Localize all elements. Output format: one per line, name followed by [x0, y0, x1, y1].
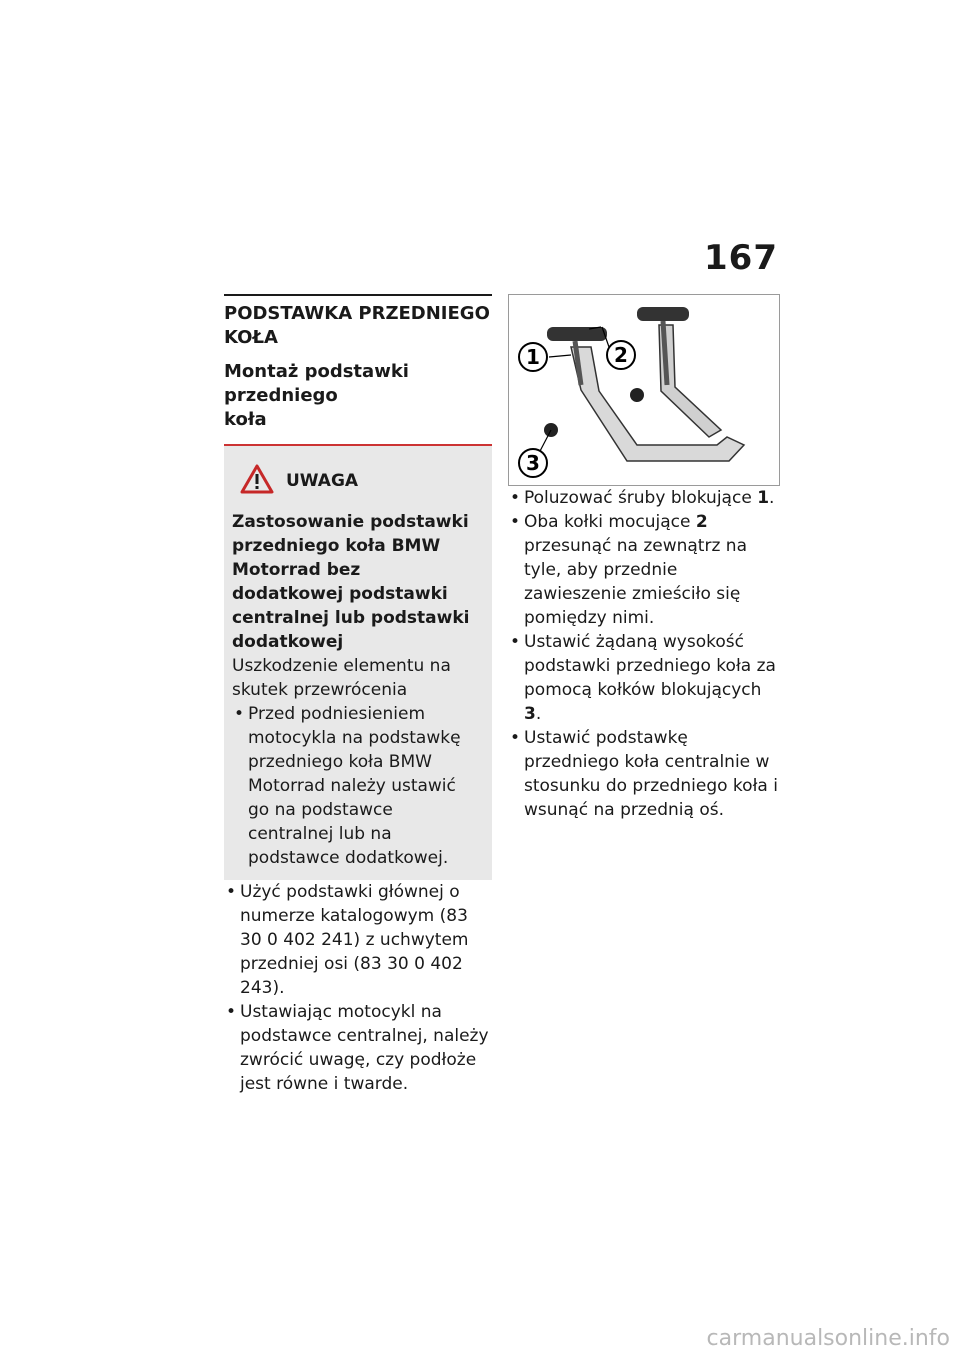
- warning-header: [232, 464, 476, 498]
- warning-label: UWAGA: [286, 471, 359, 491]
- subtitle-line1: Montaż podstawki przedniego: [224, 361, 409, 406]
- list-item: • Ustawić żądaną wysokość podstawki przedniego koła za pomocą kołków blokujących 3.: [508, 630, 780, 726]
- right-column: [508, 294, 780, 822]
- warning-triangle-icon: [240, 464, 274, 498]
- list-item: • Użyć podstawki głównej o numerze katalogowym (83 30 0 402 241) z uchwytem przedniej osi (83 30 0 402 243).: [224, 880, 492, 1000]
- subtitle-line2: koła: [224, 409, 267, 430]
- left-column: [224, 294, 492, 1096]
- front-stand-illustration: [509, 295, 779, 485]
- warning-description: Uszkodzenie elementu na skutek przewrócenia: [232, 656, 451, 700]
- ref-number: 2: [695, 512, 708, 532]
- warning-title: Zastosowanie podstawki przedniego koła BMW Motorrad bez dodatkowej podstawki centralnej lub podstawki dodatkowej: [232, 512, 470, 652]
- callout-2: 2: [614, 343, 628, 367]
- warning-list-item: • Przed podniesieniem motocykla na podstawkę przedniego koła BMW Motorrad należy ustawić go na podstawce centralnej lub na podstawce dodatkowej.: [232, 702, 476, 870]
- callout-3: 3: [526, 451, 540, 475]
- ref-number: 3: [524, 704, 536, 724]
- section-subtitle: [224, 360, 492, 432]
- callout-1: 1: [526, 345, 540, 369]
- warning-box: [224, 444, 492, 880]
- section-title-line1: PODSTAWKA PRZEDNIEGO: [224, 303, 490, 324]
- list-item: • Ustawiając motocykl na podstawce centralnej, należy zwrócić uwagę, czy podłoże jest równe i twarde.: [224, 1000, 492, 1096]
- list-item: • Ustawić podstawkę przedniego koła centralnie w stosunku do przedniego koła i wsunąć na przednią oś.: [508, 726, 780, 822]
- right-bullet-list: [508, 486, 780, 822]
- page-number: 167: [704, 238, 778, 278]
- watermark: carmanualsonline.info: [706, 1326, 950, 1351]
- left-bullet-list: [224, 880, 492, 1096]
- list-item: • Oba kołki mocujące 2 przesunąć na zewnątrz na tyle, aby przednie zawieszenie zmieściło się pomiędzy nimi.: [508, 510, 780, 630]
- section-title-line2: KOŁA: [224, 327, 278, 348]
- warning-list: [232, 702, 476, 870]
- front-stand-figure: [508, 294, 780, 486]
- section-title: [224, 294, 492, 350]
- ref-number: 1: [757, 488, 770, 508]
- list-item: • Poluzować śruby blokujące 1.: [508, 486, 780, 510]
